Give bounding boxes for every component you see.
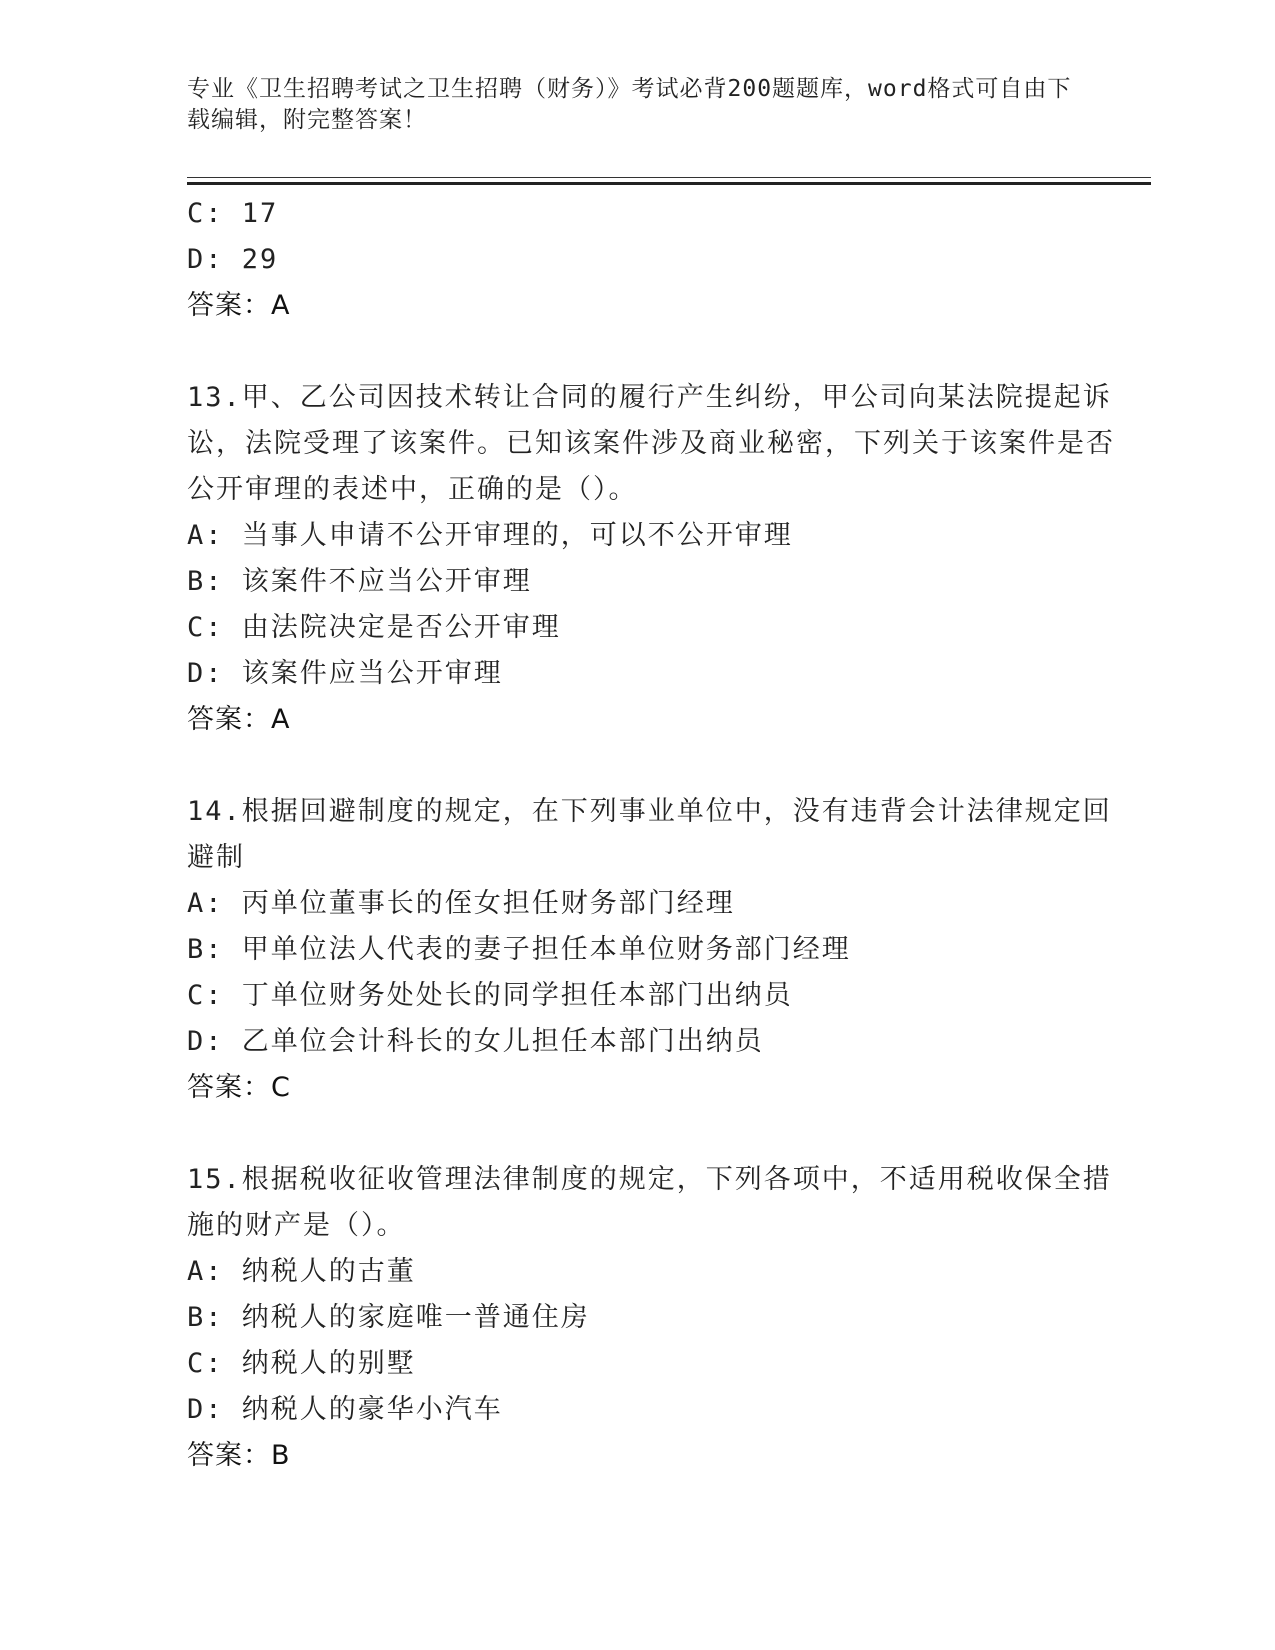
option-b: B: 甲单位法人代表的妻子担任本单位财务部门经理 bbox=[187, 934, 851, 965]
option-d: D: 乙单位会计科长的女儿担任本部门出纳员 bbox=[187, 1026, 764, 1057]
option-c: C: 17 bbox=[187, 198, 279, 229]
question-stem: 13.甲、乙公司因技术转让合同的履行产生纠纷，甲公司向某法院提起诉讼，法院受理了该案件。已知该案件涉及商业秘密，下列关于该案件是否公开审理的表述中，正确的是（）。 bbox=[187, 382, 1115, 505]
header-divider-thick bbox=[187, 182, 1151, 185]
question-14 bbox=[187, 789, 1117, 1111]
spacer bbox=[187, 743, 1117, 789]
option-b: B: 纳税人的家庭唯一普通住房 bbox=[187, 1302, 590, 1333]
question-13 bbox=[187, 375, 1117, 743]
answer-line: 答案：A bbox=[187, 704, 291, 735]
question-content bbox=[187, 191, 1117, 1479]
question-stem: 15.根据税收征收管理法律制度的规定，下列各项中，不适用税收保全措施的财产是（）。 bbox=[187, 1164, 1112, 1241]
option-a: A: 丙单位董事长的侄女担任财务部门经理 bbox=[187, 888, 735, 919]
option-d: D: 29 bbox=[187, 244, 279, 275]
option-a: A: 纳税人的古董 bbox=[187, 1256, 416, 1287]
option-d: D: 该案件应当公开审理 bbox=[187, 658, 503, 689]
option-a: A: 当事人申请不公开审理的，可以不公开审理 bbox=[187, 520, 793, 551]
spacer bbox=[187, 329, 1117, 375]
option-c: C: 丁单位财务处处长的同学担任本部门出纳员 bbox=[187, 980, 793, 1011]
question-stem: 14.根据回避制度的规定，在下列事业单位中，没有违背会计法律规定回避制 bbox=[187, 796, 1112, 873]
question-15 bbox=[187, 1157, 1117, 1479]
answer-line: 答案：C bbox=[187, 1072, 291, 1103]
answer-line: 答案：B bbox=[187, 1440, 291, 1471]
question-12-tail bbox=[187, 191, 1117, 329]
option-b: B: 该案件不应当公开审理 bbox=[187, 566, 532, 597]
answer-line: 答案：A bbox=[187, 290, 291, 321]
option-c: C: 纳税人的别墅 bbox=[187, 1348, 416, 1379]
option-c: C: 由法院决定是否公开审理 bbox=[187, 612, 561, 643]
spacer bbox=[187, 1111, 1117, 1157]
document-header: 专业《卫生招聘考试之卫生招聘（财务）》考试必背200题题库，word格式可自由下载编辑，附完整答案！ bbox=[187, 76, 1072, 133]
option-d: D: 纳税人的豪华小汽车 bbox=[187, 1394, 503, 1425]
header-divider-thin bbox=[187, 177, 1151, 178]
